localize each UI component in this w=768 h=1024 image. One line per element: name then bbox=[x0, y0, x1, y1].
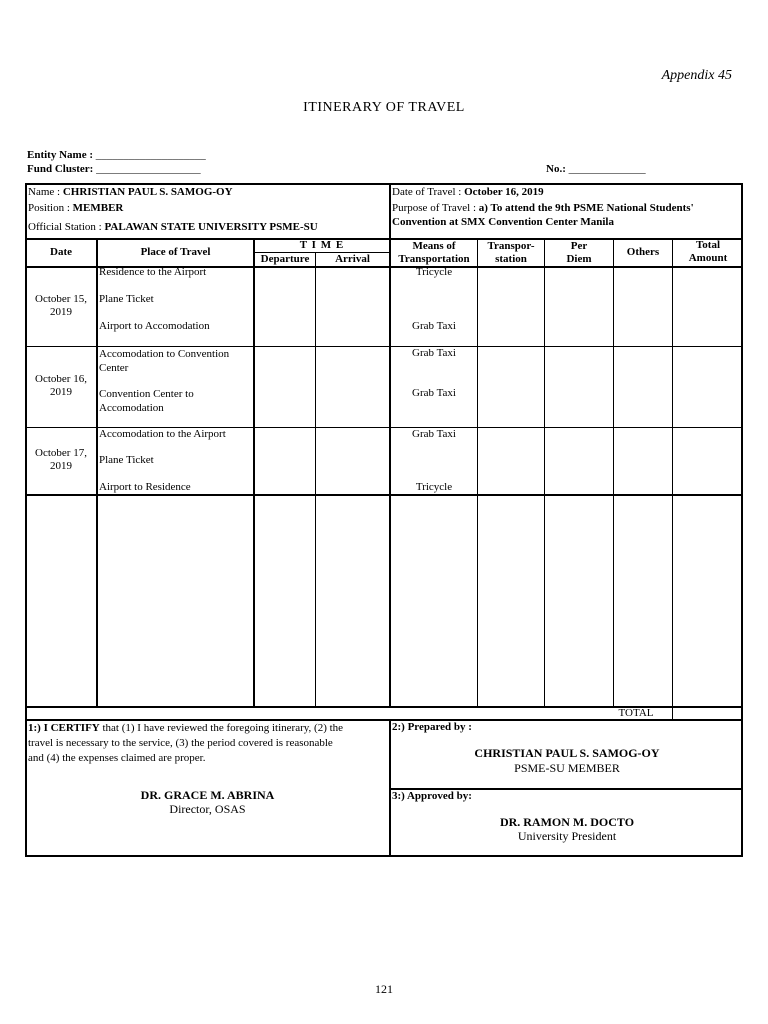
header-total-amount: Total Amount bbox=[688, 239, 728, 264]
certifier-title: Director, OSAS bbox=[169, 802, 246, 816]
certify-text-1: that (1) I have reviewed the foregoing itinerary, (2) the bbox=[102, 722, 344, 734]
number-line bbox=[546, 163, 646, 175]
day-3-place-2: Plane Ticket bbox=[99, 454, 154, 466]
appendix-label: Appendix 45 bbox=[661, 68, 732, 83]
preparer-name: CHRISTIAN PAUL S. SAMOG-OY bbox=[474, 746, 660, 760]
purpose-value-line-2: Convention at SMX Convention Center Manila bbox=[392, 216, 614, 228]
header-arrival: Arrival bbox=[335, 253, 370, 265]
fund-cluster-value: ___________________ bbox=[96, 163, 201, 175]
day-2-means-2: Grab Taxi bbox=[412, 387, 456, 399]
date-of-travel-field: Date of Travel : October 16, 2019 bbox=[392, 186, 544, 198]
entity-name-value: ____________________ bbox=[95, 149, 206, 161]
header-time: T I M E bbox=[299, 239, 345, 251]
total-label: TOTAL bbox=[618, 707, 654, 719]
position-value: MEMBER bbox=[72, 202, 124, 214]
purpose-value-line-1: a) To attend the 9th PSME National Students' bbox=[478, 202, 694, 214]
certify-text-3: and (4) the expenses claimed are proper. bbox=[28, 752, 206, 764]
official-station-value: PALAWAN STATE UNIVERSITY PSME-SU bbox=[104, 221, 318, 233]
name-field: Name : CHRISTIAN PAUL S. SAMOG-OY bbox=[28, 186, 233, 198]
header-place-of-travel: Place of Travel bbox=[140, 246, 211, 258]
day-3-place-1: Accomodation to the Airport bbox=[99, 428, 226, 440]
position-field: Position : MEMBER bbox=[28, 202, 124, 214]
day-2-place-1: Accomodation to Convention Center bbox=[99, 348, 230, 374]
day-1-place-3: Airport to Accomodation bbox=[99, 320, 210, 332]
number-label: No.: bbox=[546, 163, 566, 175]
day-2-place-2: Convention Center to Accomodation bbox=[99, 388, 194, 414]
page-title: ITINERARY OF TRAVEL bbox=[303, 100, 465, 115]
prepared-by-label: 2:) Prepared by : bbox=[392, 721, 472, 733]
preparer-title: PSME-SU MEMBER bbox=[514, 761, 620, 775]
name-value: CHRISTIAN PAUL S. SAMOG-OY bbox=[62, 186, 233, 198]
day-3-place-3: Airport to Residence bbox=[99, 481, 191, 493]
header-per-diem: Per Diem bbox=[566, 240, 592, 265]
day-3-means-3: Tricycle bbox=[415, 481, 453, 493]
header-means: Means of Transportation bbox=[398, 240, 470, 265]
certifier-name: DR. GRACE M. ABRINA bbox=[140, 788, 275, 802]
entity-name-line bbox=[27, 149, 206, 161]
official-station-field: Official Station : PALAWAN STATE UNIVERSITY PSME-SU bbox=[28, 221, 318, 233]
certify-number: 1:) I CERTIFY bbox=[28, 722, 100, 734]
approver-name: DR. RAMON M. DOCTO bbox=[499, 815, 635, 829]
day-1-means-1: Tricycle bbox=[415, 266, 453, 278]
approver-title: University President bbox=[517, 829, 617, 843]
day-3-date: October 17, 2019 bbox=[35, 447, 87, 472]
date-of-travel-value: October 16, 2019 bbox=[464, 186, 544, 198]
day-1-means-3: Grab Taxi bbox=[412, 320, 456, 332]
day-1-place-2: Plane Ticket bbox=[99, 293, 154, 305]
certify-text-2: travel is necessary to the service, (3) the period covered is reasonable bbox=[28, 737, 333, 749]
day-2-means-1: Grab Taxi bbox=[412, 347, 456, 359]
entity-name-label: Entity Name : bbox=[27, 149, 93, 161]
page-number: 121 bbox=[375, 982, 393, 996]
day-1-place-1: Residence to the Airport bbox=[99, 266, 207, 278]
day-3-means-1: Grab Taxi bbox=[412, 428, 456, 440]
fund-cluster-line bbox=[27, 163, 201, 175]
day-2-date: October 16, 2019 bbox=[35, 373, 87, 398]
day-1-date: October 15, 2019 bbox=[35, 293, 87, 318]
approved-by-label: 3:) Approved by: bbox=[392, 790, 472, 802]
header-departure: Departure bbox=[260, 253, 310, 265]
fund-cluster-label: Fund Cluster: bbox=[27, 163, 94, 175]
number-value: ______________ bbox=[568, 163, 646, 175]
header-transportation: Transpor- station bbox=[487, 240, 535, 265]
purpose-field: Purpose of Travel : a) To attend the 9th PSME National Students' bbox=[392, 202, 694, 214]
certify-line-1 bbox=[28, 722, 343, 735]
header-date: Date bbox=[50, 246, 72, 258]
header-others: Others bbox=[626, 246, 660, 258]
